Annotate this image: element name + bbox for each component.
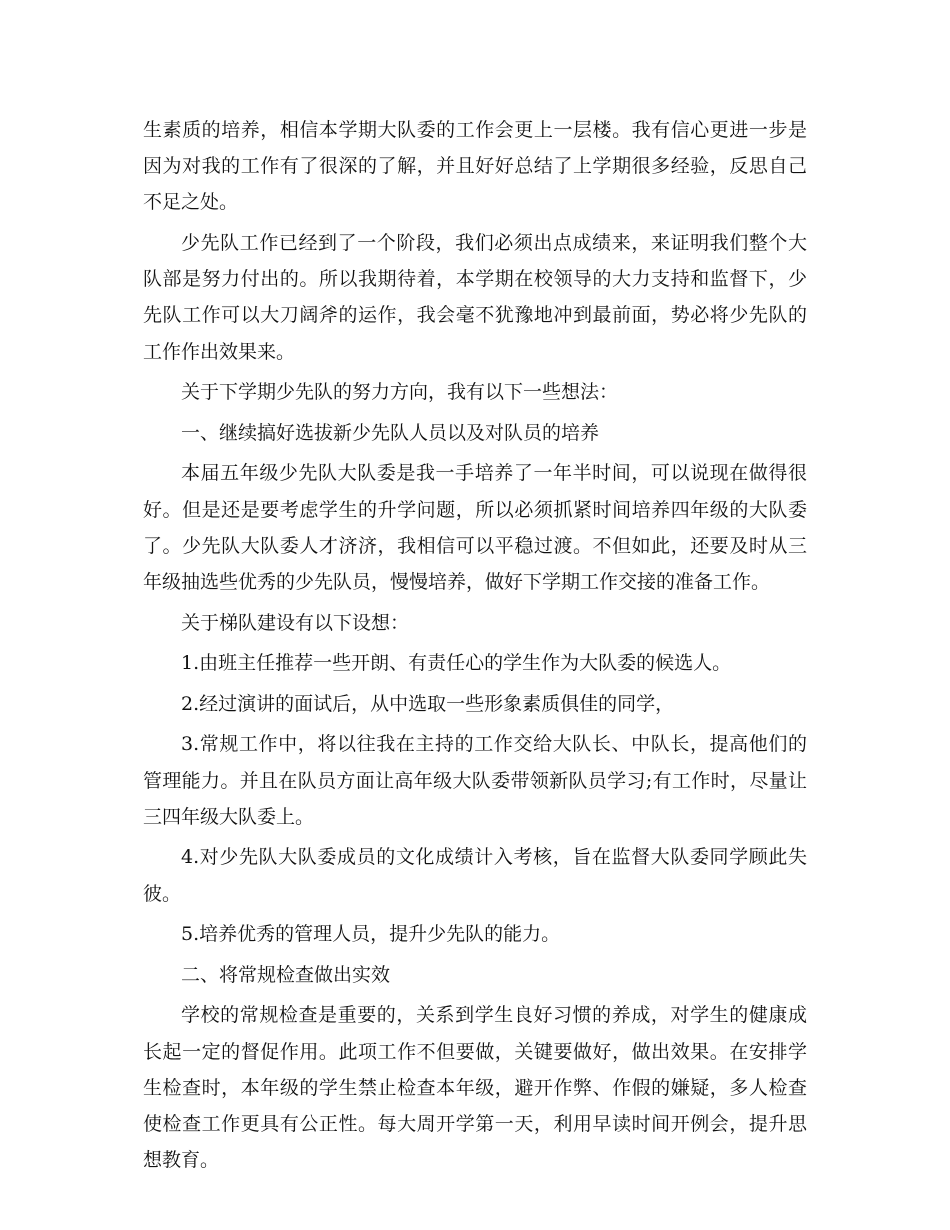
paragraph: 少先队工作已经到了一个阶段，我们必须出点成绩来，来证明我们整个大队部是努力付出的。所以我期待着，本学期在校领导的大力支持和监督下，少先队工作可以大刀阔斧的运作，我会毫不犹豫地冲到最前面，势必将少先队的工作作出效果来。 xyxy=(143,232,807,363)
list-item: 2.经过演讲的面试后，从中选取一些形象素质俱佳的同学， xyxy=(181,692,675,715)
paragraph-continuation: 生素质的培养，相信本学期大队委的工作会更上一层楼。我有信心更进一步是因为对我的工作有了很深的了解，并且好好总结了上学期很多经验，反思自己不足之处。 xyxy=(143,119,807,214)
paragraph: 本届五年级少先队大队委是我一手培养了一年半时间，可以说现在做得很好。但是还是要考虑学生的升学问题，所以必须抓紧时间培养四年级的大队委了。少先队大队委人才济济，我相信可以平稳过渡。不但如此，还要及时从三年级抽选些优秀的少先队员，慢慢培养，做好下学期工作交接的准备工作。 xyxy=(143,462,807,593)
list-item: 5.培养优秀的管理人员，提升少先队的能力。 xyxy=(181,923,561,946)
document-body xyxy=(143,112,807,1183)
list-item: 1.由班主任推荐一些开朗、有责任心的学生作为大队委的候选人。 xyxy=(181,652,732,675)
list-item: 3.常规工作中，将以往我在主持的工作交给大队长、中队长，提高他们的管理能力。并且在队员方面让高年级大队委带领新队员学习;有工作时，尽量让三四年级大队委上。 xyxy=(143,733,807,828)
paragraph: 关于梯队建设有以下设想： xyxy=(181,611,410,634)
paragraph: 学校的常规检查是重要的，关系到学生良好习惯的养成，对学生的健康成长起一定的督促作用。此项工作不但要做，关键要做好，做出效果。在安排学生检查时，本年级的学生禁止检查本年级，避开作弊、作假的嫌疑，多人检查使检查工作更具有公正性。每大周开学第一天，利用早读时间开例会，提升思想教育。 xyxy=(143,1004,807,1172)
section-heading: 一、继续搞好选拔新少先队人员以及对队员的培养 xyxy=(181,421,600,444)
list-item: 4.对少先队大队委成员的文化成绩计入考核，旨在监督大队委同学顾此失彼。 xyxy=(143,846,807,905)
paragraph: 关于下学期少先队的努力方向，我有以下一些想法： xyxy=(181,381,619,404)
section-heading: 二、将常规检查做出实效 xyxy=(181,963,391,986)
